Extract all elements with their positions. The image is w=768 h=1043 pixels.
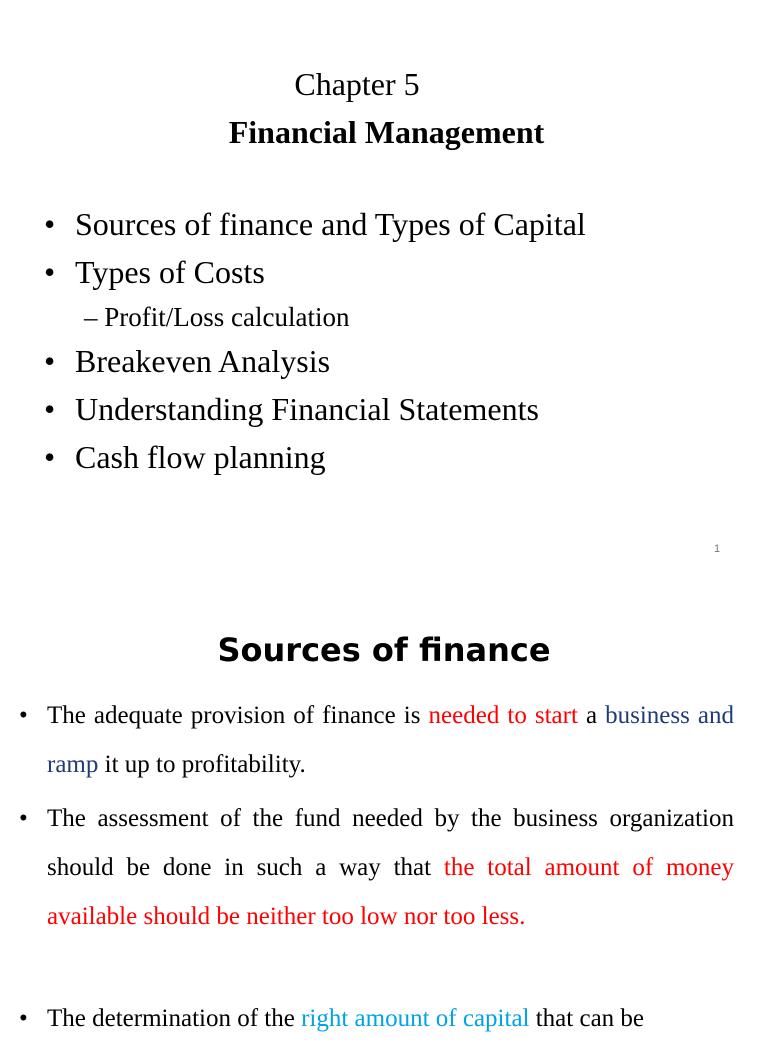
bullet-text: Cash flow planning: [75, 439, 326, 475]
bullet-icon: •: [19, 805, 28, 832]
paragraph-bullet: [19, 994, 734, 1043]
bullet-text: Types of Costs: [75, 254, 265, 290]
paragraph-bullet: [19, 691, 734, 789]
bullet-icon: •: [44, 391, 56, 427]
bullet-icon: •: [44, 439, 56, 475]
bullet-icon: •: [19, 1005, 28, 1032]
slide-2-title: Sources of finance: [217, 631, 551, 669]
sub-bullet-item: [84, 300, 349, 334]
paragraph-text: The determination of the right amount of capital that can be: [47, 1005, 645, 1032]
slide-title: Financial Management: [228, 114, 545, 150]
bullet-icon: •: [44, 343, 56, 379]
highlight-red: needed to start: [428, 702, 578, 729]
bullet-text: Breakeven Analysis: [75, 343, 331, 379]
bullet-icon: •: [44, 206, 56, 242]
page-number: 1: [714, 543, 721, 555]
chapter-heading: Chapter 5: [294, 66, 420, 102]
highlight-cyan: right amount of capital: [301, 1005, 530, 1032]
dash-icon: –: [84, 302, 98, 332]
bullet-icon: •: [44, 254, 56, 290]
highlight-red: the total amount of money available should be neither too low nor too less.: [47, 854, 734, 930]
bullet-text: Understanding Financial Statements: [75, 391, 539, 427]
paragraph-bullet: [19, 794, 734, 941]
sub-bullet-text: Profit/Loss calculation: [104, 302, 350, 332]
paragraph-text: The adequate provision of finance is needed to start a business and ramp it up to profitability.: [47, 702, 735, 778]
bullet-text: Sources of finance and Types of Capital: [75, 206, 586, 242]
bullet-icon: •: [19, 702, 28, 729]
highlight-navy: business and ramp: [47, 702, 735, 778]
paragraph-text: The assessment of the fund needed by the business organization should be done in such a way that the total amount of money available should be neither too low nor too less.: [47, 805, 734, 930]
